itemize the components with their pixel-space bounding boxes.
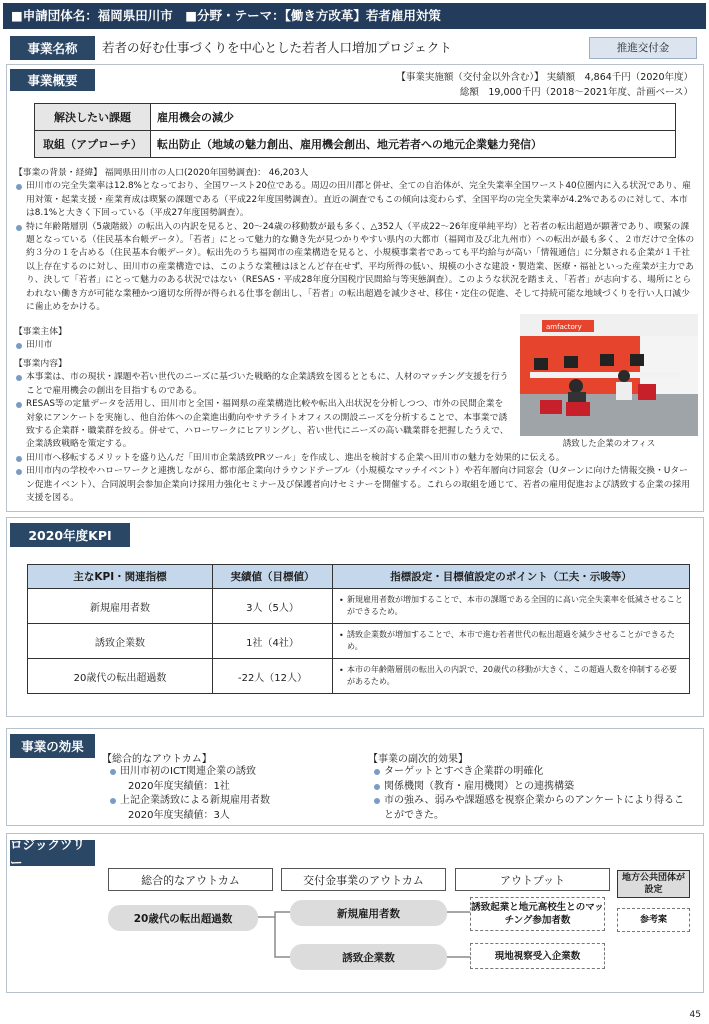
- section-header-kpi: 2020年度KPI: [10, 523, 130, 547]
- effect-item: 上記企業誘致による新規雇用者数: [108, 794, 358, 809]
- page-number: 45: [689, 1010, 701, 1020]
- section-header-overview: 事業概要: [10, 69, 95, 91]
- entity-value: 田川市: [14, 339, 512, 352]
- effect-item-detail: 2020年度実績値：1社: [128, 780, 230, 792]
- section-header-effect: 事業の効果: [10, 734, 95, 758]
- section-header-name: 事業名称: [10, 36, 95, 60]
- content-bullet: RESAS等の定量データを活用し、田川市と全国・福岡県の産業構造比較や転出入出状況を分析しつつ、市外の民間企業を対象にアンケートを実施し、他自治体への企業進出動向やサテライトオフィスの開設ニーズを分析することで、本事業で誘致する企業群・職業群を絞る。併せて、ハローワークにヒアリングし、若い世代にニーズの高い職業群を把握したうえで、企業誘致戦略を策定する。: [14, 398, 512, 452]
- background-heading: 【事業の背景・経緯】 福岡県田川市の人口(2020年国勢調査)： 46,203人: [14, 168, 309, 178]
- logic-box-matching: 誘致起業と地元高校生とのマッチング参加者数: [470, 897, 605, 931]
- effect-item: ターゲットとすべき企業群の明確化: [372, 765, 692, 780]
- content-bullet: 本事業は、市の現状・課題や若い世代のニーズに基づいた戦略的な企業誘致を図るとともに、人材のマッチング支援を行うことで雇用機会の創出を目指すものである。: [14, 371, 512, 398]
- logic-col-grant: 交付金事業のアウトカム: [281, 868, 446, 891]
- issue-value: 雇用機会の減少: [151, 104, 676, 131]
- cost-total: 総額 19,000千円（2018～2021年度、計画ベース）: [459, 87, 693, 98]
- section-header-logic: ロジックツリー: [10, 840, 95, 866]
- status-badge: 推進交付金: [589, 37, 697, 59]
- project-title: 若者の好む仕事づくりを中心とした若者人口増加プロジェクト: [102, 40, 452, 55]
- content-bullet: 田川市へ移転するメリットを盛り込んだ「田川市企業誘致PRツール」を作成し、進出を検討する企業へ田川市の魅力を効果的に伝える。: [14, 452, 696, 465]
- connector-line: [275, 917, 290, 957]
- kpi-name: 誘致企業数: [28, 624, 213, 659]
- entity-heading: 【事業主体】: [14, 327, 67, 337]
- photo-caption: 誘致した企業のオフィス: [562, 439, 656, 449]
- effect-left-title: 【総合的なアウトカム】: [102, 754, 212, 765]
- kpi-value: 3人（5人）: [213, 589, 333, 624]
- kpi-value: 1社（4社）: [213, 624, 333, 659]
- cost-actual: 【事業実施額（交付金以外含む）】 実績額 4,864千円（2020年度）: [396, 72, 693, 83]
- background-bullet: 特に年齢階層別（5歳階級）の転出入の内訳を見ると、20～24歳の移動数が最も多く、△352人（平成22～26年度単純平均）と若者の転出超過が顕著であり、喫緊の課題となっている（住民基本台帳データ）。「若者」にとって魅力的な働き先が見つかりやすい県内の大都市（福岡市及び北九州市）への転出が最も多く、２市だけで全体の約３分の１を占める（住民基本台帳データ）。転出先のうち福岡市の産業構造を見ると、小規模事業者であっても平均給与が高い「情報通信」に分類される企業が１千社以上存在するのに対し、田川市の産業構造では、このような業種はほとんど存在せず、平均所得の低い、規模の小さな建設・製造業、医療・福祉といった産業が主力であり、決して「若者」にとって魅力のある状況ではない（RESAS・平成28年度分国税庁民間給与等実態調査）。このような状況を踏まえ、「若者」が志向する、場所にとらわれない働き方が可能な業種かつ適切な所得が得られる仕事を創出し、「若者」の転出超過を減少させ、移住・定住の促進、そして持続可能な地域づくりを行い人口減少に歯止めをかける。: [14, 221, 696, 315]
- logic-box-hire: 新規雇用者数: [290, 900, 447, 926]
- logic-col-output: アウトプット: [455, 868, 610, 891]
- connector-line: [258, 912, 290, 917]
- kpi-value: -22人（12人）: [213, 659, 333, 694]
- logic-box-invite: 誘致企業数: [290, 944, 447, 970]
- issue-label: 解決したい課題: [35, 104, 151, 131]
- effect-item: 関係機関（教育・雇用機関）との連携構築: [372, 780, 692, 795]
- effect-item-detail: 2020年度実績値：3人: [128, 809, 230, 821]
- kpi-col-value: 実績値（目標値）: [213, 565, 333, 589]
- photo-sign: amfactory: [546, 323, 582, 331]
- logic-box-outcome: 20歳代の転出超過数: [108, 905, 258, 931]
- kpi-point: • 本市の年齢階層別の転出入の内訳で、20歳代の移動が大きく、この超過人数を抑制する必要があるため。: [333, 659, 690, 694]
- effect-right-title: 【事業の副次的効果】: [368, 754, 468, 765]
- kpi-col-name: 主なKPI・関連指標: [28, 565, 213, 589]
- kpi-name: 20歳代の転出超過数: [28, 659, 213, 694]
- logic-key-official: 地方公共団体が設定: [617, 870, 690, 898]
- effect-item: 市の強み、弱みや課題感を視察企業からのアンケートにより得ることができた。: [372, 794, 692, 823]
- approach-label: 取組（アプローチ）: [35, 131, 151, 158]
- logic-box-visit: 現地視察受入企業数: [470, 943, 605, 969]
- effect-item: 田川市初のICT関連企業の誘致: [108, 765, 358, 780]
- kpi-name: 新規雇用者数: [28, 589, 213, 624]
- content-heading: 【事業内容】: [14, 359, 67, 369]
- kpi-point: • 誘致企業数が増加することで、本市で進む若者世代の転出超過を減少させることができるため。: [333, 624, 690, 659]
- content-bullet: 田川市内の学校やハローワークと連携しながら、都市部企業向けラウンドテーブル（小規模なマッチイベント）や若年層向け同窓会（Uターンに向けた情報交換・Uターン促進イベント）、合同説明会参加企業向け採用力強化セミナー及び保護者向けセミナーを開催する。これらの取組を通じて、若者の雇用促進および誘致する企業の採用支援を図る。: [14, 465, 696, 505]
- header-bar: ■申請団体名：福岡県田川市 ■分野・テーマ：【働き方改革】若者雇用対策: [3, 3, 706, 29]
- logic-col-outcome: 総合的なアウトカム: [108, 868, 273, 891]
- logic-key-reference: 参考案: [617, 908, 690, 932]
- approach-value: 転出防止（地域の魅力創出、雇用機会創出、地元若者への地元企業魅力発信）: [151, 131, 676, 158]
- background-bullet: 田川市の完全失業率は12.8%となっており、全国ワースト20位である。周辺の田川郡と併せ、全ての自治体が、完全失業率全国ワースト40位圏内に入る状況であり、雇用対策・起業支援・産業育成は喫緊の課題である（平成22年度国勢調査）。直近の調査でもこの傾向は変わらず、全国平均の完全失業率が4.2%であるのに対して、本市は8.1%と大きく下回っている（平成27年度国勢調査）。: [14, 180, 696, 220]
- kpi-col-point: 指標設定・目標値設定のポイント（工夫・示唆等）: [333, 565, 690, 589]
- kpi-point: • 新規雇用者数が増加することで、本市の課題である全国的に高い完全失業率を低減させることができるため。: [333, 589, 690, 624]
